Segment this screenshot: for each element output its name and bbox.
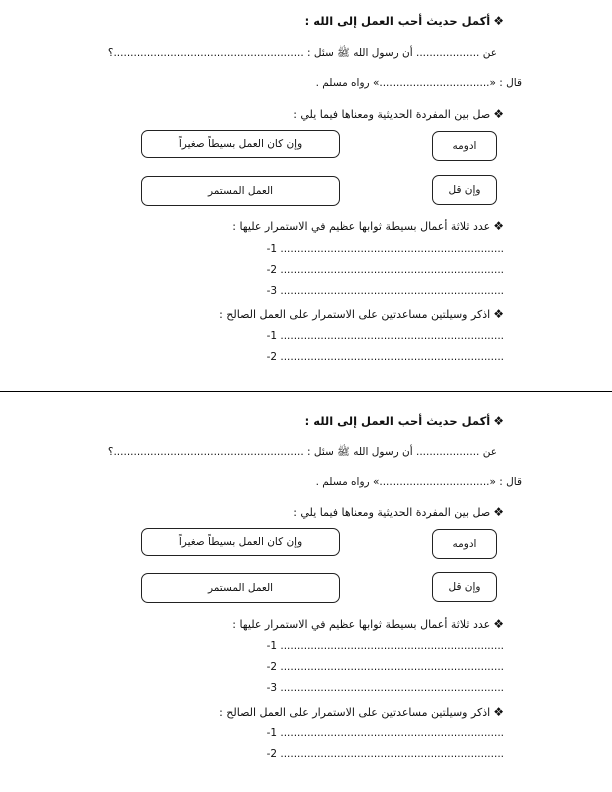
word-box-1[interactable]: ادومه [432, 131, 497, 161]
qal-line: قال : «.................................» رواه مسلم . [315, 77, 522, 89]
bullet-icon: ❖ [493, 414, 504, 428]
question-3-title [232, 617, 504, 631]
question-4-text: اذكر وسيلتين مساعدتين على الاستمرار على العمل الصالح : [219, 706, 491, 719]
qal-line: قال : «.................................» رواه مسلم . [315, 476, 522, 488]
answer-line[interactable]: -1 ................................................................... [266, 727, 504, 739]
question-1-text: أكمل حديث أحب العمل إلى الله : [304, 14, 491, 28]
question-1-title [305, 414, 504, 428]
question-1-title [305, 14, 504, 28]
meaning-box-2[interactable]: العمل المستمر [141, 176, 340, 206]
question-3-text: عدد ثلاثة أعمال بسيطة ثوابها عظيم في الاستمرار عليها : [232, 618, 491, 631]
question-3-title [232, 219, 504, 233]
question-4-title [219, 705, 504, 719]
answer-line[interactable]: -2 ................................................................... [266, 661, 504, 673]
bullet-icon: ❖ [493, 705, 504, 719]
answer-line[interactable]: -1 ................................................................... [266, 243, 504, 255]
bullet-icon: ❖ [493, 617, 504, 631]
meaning-box-2[interactable]: العمل المستمر [141, 573, 340, 603]
answer-line[interactable]: -3 ................................................................... [266, 682, 504, 694]
hadith-line: عن ................... أن رسول الله ﷺ سئل : .........................................................؟ [107, 47, 497, 59]
hadith-line: عن ................... أن رسول الله ﷺ سئل : .........................................................؟ [107, 446, 497, 458]
section-divider [0, 391, 612, 392]
word-box-2[interactable]: وإن قل [432, 572, 497, 602]
answer-line[interactable]: -2 ................................................................... [266, 351, 504, 363]
bullet-icon: ❖ [493, 107, 504, 121]
question-4-text: اذكر وسيلتين مساعدتين على الاستمرار على العمل الصالح : [219, 308, 491, 321]
word-box-2[interactable]: وإن قل [432, 175, 497, 205]
answer-line[interactable]: -1 ................................................................... [266, 640, 504, 652]
bullet-icon: ❖ [493, 505, 504, 519]
question-1-text: أكمل حديث أحب العمل إلى الله : [304, 414, 491, 428]
answer-line[interactable]: -2 ................................................................... [266, 264, 504, 276]
question-3-text: عدد ثلاثة أعمال بسيطة ثوابها عظيم في الاستمرار عليها : [232, 220, 491, 233]
answer-line[interactable]: -1 ................................................................... [266, 330, 504, 342]
answer-line[interactable]: -3 ................................................................... [266, 285, 504, 297]
question-2-text: صل بين المفردة الحديثية ومعناها فيما يلي : [293, 108, 491, 121]
question-2-text: صل بين المفردة الحديثية ومعناها فيما يلي : [293, 506, 491, 519]
word-box-1[interactable]: ادومه [432, 529, 497, 559]
question-2-title [293, 107, 504, 121]
bullet-icon: ❖ [493, 14, 504, 28]
answer-line[interactable]: -2 ................................................................... [266, 748, 504, 760]
bullet-icon: ❖ [493, 307, 504, 321]
question-2-title [293, 505, 504, 519]
meaning-box-1[interactable]: وإن كان العمل بسيطاً صغيراً [141, 130, 340, 158]
meaning-box-1[interactable]: وإن كان العمل بسيطاً صغيراً [141, 528, 340, 556]
question-4-title [219, 307, 504, 321]
bullet-icon: ❖ [493, 219, 504, 233]
